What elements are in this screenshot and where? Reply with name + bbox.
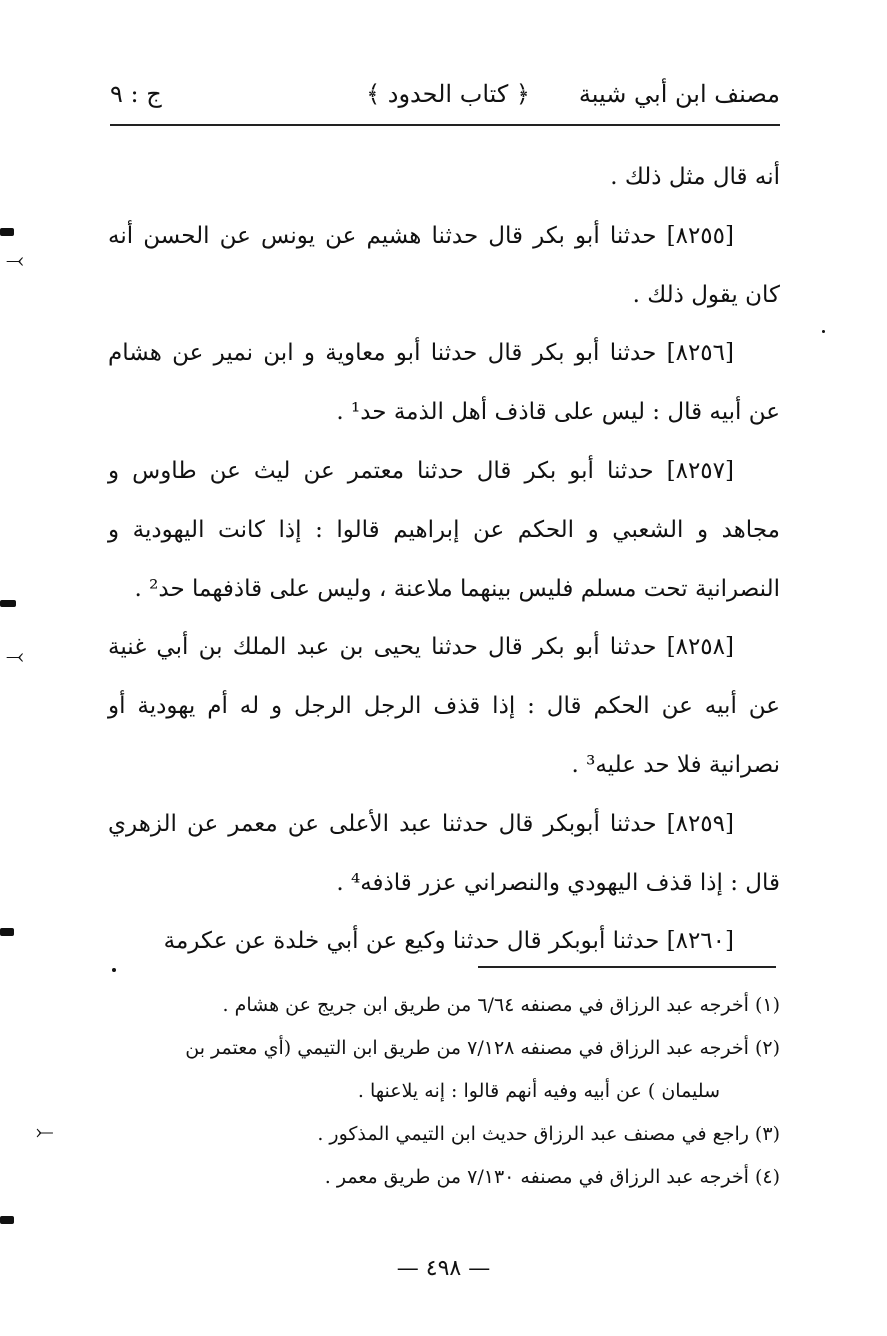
footnote-3: (٣) راجع في مصنف عبد الرزاق حديث ابن التيمي المذكور . [317, 1123, 780, 1145]
page-header [110, 74, 780, 118]
chapter-title: ﴿ كتاب الحدود ﴾ [366, 80, 530, 108]
book-title: مصنف ابن أبي شيبة [578, 80, 780, 108]
footnote-divider [478, 966, 776, 968]
margin-mark [0, 928, 14, 936]
hadith-8260: [٨٢٦٠] حدثنا أبوبكر قال حدثنا وكيع عن أبي خلدة عن عكرمة [163, 928, 734, 955]
margin-tick: ⤙ [6, 644, 24, 669]
continuation-line: أنه قال مثل ذلك . [610, 164, 780, 190]
footnote-1: (١) أخرجه عبد الرزاق في مصنفه ٦/٦٤ من طريق ابن جريج عن هشام . [222, 994, 780, 1016]
margin-mark [0, 1216, 14, 1224]
scan-dot [822, 330, 825, 333]
hadith-8255: [٨٢٥٥] حدثنا أبو بكر قال حدثنا هشيم عن يونس عن الحسن أنه كان يقول ذلك . [108, 222, 780, 308]
hadith-8259: [٨٢٥٩] حدثنا أبوبكر قال حدثنا عبد الأعلى عن معمر عن الزهري قال : إذا قذف اليهودي والنصراني عزر قاذفه⁴ . [108, 810, 780, 896]
footnote-4: (٤) أخرجه عبد الرزاق في مصنفه ٧/١٣٠ من طريق معمر . [324, 1166, 780, 1188]
footnote-2-continued: سليمان ) عن أبيه وفيه أنهم قالوا : إنه يلاعنها . [357, 1080, 720, 1102]
margin-tick: ⤚ [36, 1120, 54, 1145]
margin-mark [0, 228, 14, 236]
margin-tick: ⤙ [6, 248, 24, 273]
volume-number: ج : ٩ [110, 80, 162, 108]
hadith-8256: [٨٢٥٦] حدثنا أبو بكر قال حدثنا أبو معاوية و ابن نمير عن هشام عن أبيه قال : ليس على قاذف أهل الذمة حد¹ . [108, 340, 780, 426]
footnotes [112, 984, 780, 1199]
hadith-8258: [٨٢٥٨] حدثنا أبو بكر قال حدثنا يحيى بن عبد الملك بن أبي غنية عن أبيه عن الحكم قال : إذا قذف الرجل الرجل و له أم يهودية أو نصرانية فلا حد عليه³ . [108, 634, 780, 778]
hadith-8257: [٨٢٥٧] حدثنا أبو بكر قال حدثنا معتمر عن ليث عن طاوس و مجاهد و الشعبي و الحكم عن إبراهيم قالوا : إذا كانت اليهودية و النصرانية تحت مسلم فليس بينهما ملاعنة ، وليس على قاذفهما حد² . [108, 457, 780, 602]
header-divider [110, 124, 780, 126]
scan-dot [112, 968, 116, 972]
footnote-2: (٢) أخرجه عبد الرزاق في مصنفه ٧/١٢٨ من طريق ابن التيمي (أي معتمر بن [185, 1037, 780, 1059]
margin-mark [0, 600, 16, 607]
page-number: — ٤٩٨ — [396, 1256, 491, 1281]
main-text [108, 148, 780, 971]
